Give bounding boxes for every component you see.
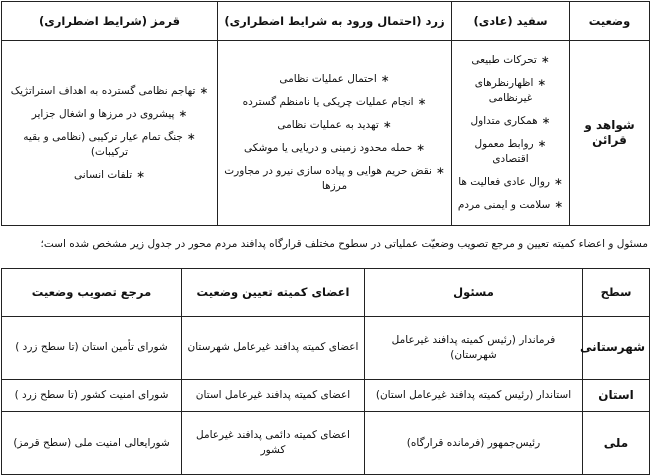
list-item: ∗ نقض حریم هوایی و پیاده سازی نیرو در مجاورت مرزها <box>222 164 447 194</box>
level-cell: استان <box>583 379 650 411</box>
status-evidence-table <box>1 1 650 226</box>
list-item: ∗ انجام عملیات چریکی یا نامنظم گسترده <box>222 95 447 110</box>
approval-cell: شورای تأمین استان (تا سطح زرد ) <box>2 317 182 380</box>
list-item: ∗ احتمال عملیات نظامی <box>222 72 447 87</box>
responsibility-table <box>1 268 650 475</box>
committee-cell: اعضای کمیته دائمی پدافند غیرعامل کشور <box>182 412 365 475</box>
red-list <box>6 84 213 183</box>
committee-cell: اعضای کمیته پدافند غیرعامل استان <box>182 379 365 411</box>
list-item: ∗ روال عادی فعالیت ها <box>456 175 565 190</box>
yellow-cell <box>218 41 452 226</box>
table-row <box>2 317 650 380</box>
approval-cell: شورایعالی امنیت ملی (سطح قرمز) <box>2 412 182 475</box>
red-cell <box>2 41 218 226</box>
white-list <box>456 53 565 213</box>
approval-cell: شورای امنیت کشور (تا سطح زرد ) <box>2 379 182 411</box>
list-item: ∗ حمله محدود زمینی و دریایی یا موشکی <box>222 141 447 156</box>
list-item: ∗ تحرکات طبیعی <box>456 53 565 68</box>
list-item: ∗ اظهارنظرهای غیرنظامی <box>456 76 565 106</box>
header-white: سفید (عادی) <box>452 2 570 41</box>
table-row <box>2 379 650 411</box>
list-item: ∗ روابط معمول اقتصادی <box>456 137 565 167</box>
level-cell: ملی <box>583 412 650 475</box>
row-label-evidence: شواهد و قرائن <box>570 41 650 226</box>
table-row <box>2 412 650 475</box>
body-paragraph: مسئول و اعضاء کمیته تعیین و مرجع تصویب وضعیّت عملیاتی در سطوح مختلف قرارگاه پدافند مردم محور در جدول زیر مشخص شده است؛ <box>40 238 648 250</box>
header-approval: مرجع تصویب وضعیت <box>2 269 182 317</box>
white-cell <box>452 41 570 226</box>
header-yellow: زرد (احتمال ورود به شرایط اضطراری) <box>218 2 452 41</box>
level-cell: شهرستانی <box>583 317 650 380</box>
responsible-cell: استاندار (رئیس کمیته پدافند غیرعامل استان) <box>365 379 583 411</box>
responsible-cell: رئیس‌جمهور (فرمانده قرارگاه) <box>365 412 583 475</box>
header-responsible: مسئول <box>365 269 583 317</box>
header-committee: اعضای کمیته تعیین وضعیت <box>182 269 365 317</box>
list-item: ∗ تلفات انسانی <box>6 168 213 183</box>
yellow-list <box>222 72 447 194</box>
list-item: ∗ تهدید به عملیات نظامی <box>222 118 447 133</box>
header-status: وضعیت <box>570 2 650 41</box>
header-level: سطح <box>583 269 650 317</box>
header-red: قرمز (شرایط اضطراری) <box>2 2 218 41</box>
list-item: ∗ همکاری متداول <box>456 114 565 129</box>
list-item: ∗ پیشروی در مرزها و اشغال جزایر <box>6 107 213 122</box>
committee-cell: اعضای کمیته پدافند غیرعامل شهرستان <box>182 317 365 380</box>
list-item: ∗ سلامت و ایمنی مردم <box>456 198 565 213</box>
responsible-cell: فرماندار (رئیس کمیته پدافند غیرعامل شهرستان) <box>365 317 583 380</box>
list-item: ∗ جنگ تمام عیار ترکیبی (نظامی و بقیه ترکیبات) <box>6 130 213 160</box>
list-item: ∗ تهاجم نظامی گسترده به اهداف استراتژیک <box>6 84 213 99</box>
